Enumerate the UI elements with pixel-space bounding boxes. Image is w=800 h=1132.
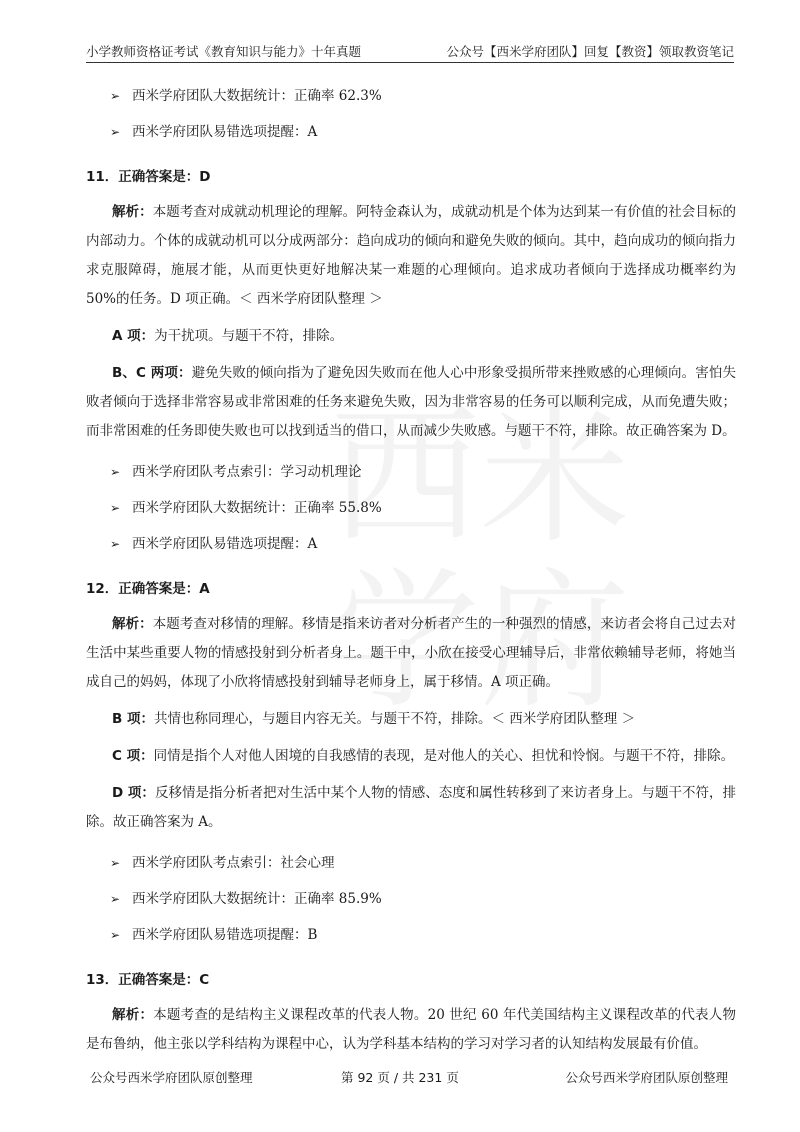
arrow-bullet-icon: ➢ xyxy=(110,465,121,479)
q13-analysis-label: 解析： xyxy=(112,1007,154,1023)
q12-analysis xyxy=(86,610,736,697)
q11-topic: 西米学府团队考点索引：学习动机理论 xyxy=(132,464,362,480)
arrow-bullet-icon: ➢ xyxy=(110,537,121,551)
q12-stats-bullet xyxy=(86,881,736,917)
q11-stats: 西米学府团队大数据统计：正确率 55.8% xyxy=(132,500,382,516)
q11-option-bc xyxy=(86,359,736,446)
header-promo: 公众号【西米学府团队】回复【教资】领取教资笔记 xyxy=(446,44,734,59)
page-header xyxy=(86,40,734,63)
arrow-bullet-icon: ➢ xyxy=(110,89,121,103)
arrow-bullet-icon: ➢ xyxy=(110,501,121,515)
q12-c-text: 同情是指个人对他人困境的自我感情的表现，是对他人的关心、担忧和怜悯。与题干不符，排除。 xyxy=(153,748,735,764)
q10-wrong-option: 西米学府团队易错选项提醒：A xyxy=(132,124,318,140)
q12-option-d xyxy=(86,779,736,837)
q13-analysis-text: 本题考查的是结构主义课程改革的代表人物。20 世纪 60 年代美国结构主义课程改革的代表人物是布鲁纳，他主张以学科结构为课程中心，认为学科基本结构的学习对学习者的认知结构发展最有价值。 xyxy=(86,1007,737,1052)
q11-a-label: A 项： xyxy=(112,328,155,344)
q11-analysis xyxy=(86,198,736,314)
q11-wrong-option: 西米学府团队易错选项提醒：A xyxy=(132,536,318,552)
q12-d-text: 反移情是指分析者把对生活中某个人物的情感、态度和属性转移到了来访者身上。与题干不符，排除。故正确答案为 A。 xyxy=(86,785,737,830)
q12-topic-bullet xyxy=(86,845,736,881)
q12-c-label: C 项： xyxy=(112,748,154,764)
q11-topic-bullet xyxy=(86,454,736,490)
q10-wrong-bullet xyxy=(86,114,736,150)
footer-left: 公众号西米学府团队原创整理 xyxy=(90,1070,253,1085)
arrow-bullet-icon: ➢ xyxy=(110,125,121,139)
q11-option-a xyxy=(86,322,736,351)
page-number: 第 92 页 / 共 231 页 xyxy=(341,1070,459,1085)
arrow-bullet-icon: ➢ xyxy=(110,892,121,906)
q12-d-label: D 项： xyxy=(112,785,155,801)
q12-topic: 西米学府团队考点索引：社会心理 xyxy=(132,855,335,871)
q12-option-b xyxy=(86,705,736,734)
q12-option-c xyxy=(86,742,736,771)
arrow-bullet-icon: ➢ xyxy=(110,928,121,942)
q12-title: 12．正确答案是：A xyxy=(86,581,210,597)
q11-analysis-label: 解析： xyxy=(112,204,153,220)
q10-stats: 西米学府团队大数据统计：正确率 62.3% xyxy=(132,88,382,104)
q12-wrong-bullet xyxy=(86,917,736,953)
q11-bc-text: 避免失败的倾向指为了避免因失败而在他人心中形象受损所带来挫败感的心理倾向。害怕失败者倾向于选择非常容易或非常困难的任务来避免失败，因为非常容易的任务可以顺利完成，从而免遭失败；而非常困难的任务即使失败也可以找到适当的借口，从而减少失败感。与题干不符，排除。故正确答案为 D。 xyxy=(86,365,736,439)
header-title: 小学教师资格证考试《教育知识与能力》十年真题 xyxy=(86,44,362,59)
q12-analysis-label: 解析： xyxy=(112,616,153,632)
q11-a-text: 为干扰项。与题干不符，排除。 xyxy=(154,328,344,344)
q11-analysis-text: 本题考查对成就动机理论的理解。阿特金森认为，成就动机是个体为达到某一有价值的社会目标的内部动力。个体的成就动机可以分成两部分：趋向成功的倾向和避免失败的倾向。其中，趋向成功的倾向指力求克服障碍，施展才能，从而更快更好地解决某一难题的心理倾向。追求成功者倾向于选择成功概率约为 50%的任务。D 项正确。＜ 西米学府团队整理 ＞ xyxy=(86,204,737,307)
q11-wrong-bullet xyxy=(86,526,736,562)
q11-bc-label: B、C 两项： xyxy=(112,365,192,381)
q12-wrong-option: 西米学府团队易错选项提醒：B xyxy=(132,927,318,943)
footer-right: 公众号西米学府团队原创整理 xyxy=(565,1070,728,1085)
q10-stats-bullet xyxy=(86,78,736,114)
q12-analysis-text: 本题考查对移情的理解。移情是指来访者对分析者产生的一种强烈的情感，来访者会将自己过去对生活中某些重要人物的情感投射到分析者身上。题干中，小欣在接受心理辅导后，非常依赖辅导老师，将她当成自己的妈妈，体现了小欣将情感投射到辅导老师身上，属于移情。A 项正确。 xyxy=(86,616,737,690)
page-content xyxy=(86,78,736,1067)
q11-stats-bullet xyxy=(86,490,736,526)
q13-title: 13．正确答案是：C xyxy=(86,972,210,988)
q11-title: 11．正确答案是：D xyxy=(86,169,211,185)
q12-stats: 西米学府团队大数据统计：正确率 85.9% xyxy=(132,891,382,907)
page-footer xyxy=(86,1068,736,1088)
q12-b-text: 共情也称同理心，与题目内容无关。与题干不符，排除。＜ 西米学府团队整理 ＞ xyxy=(154,711,636,727)
q13-analysis xyxy=(86,1001,736,1059)
q12-b-label: B 项： xyxy=(112,711,154,727)
arrow-bullet-icon: ➢ xyxy=(110,856,121,870)
